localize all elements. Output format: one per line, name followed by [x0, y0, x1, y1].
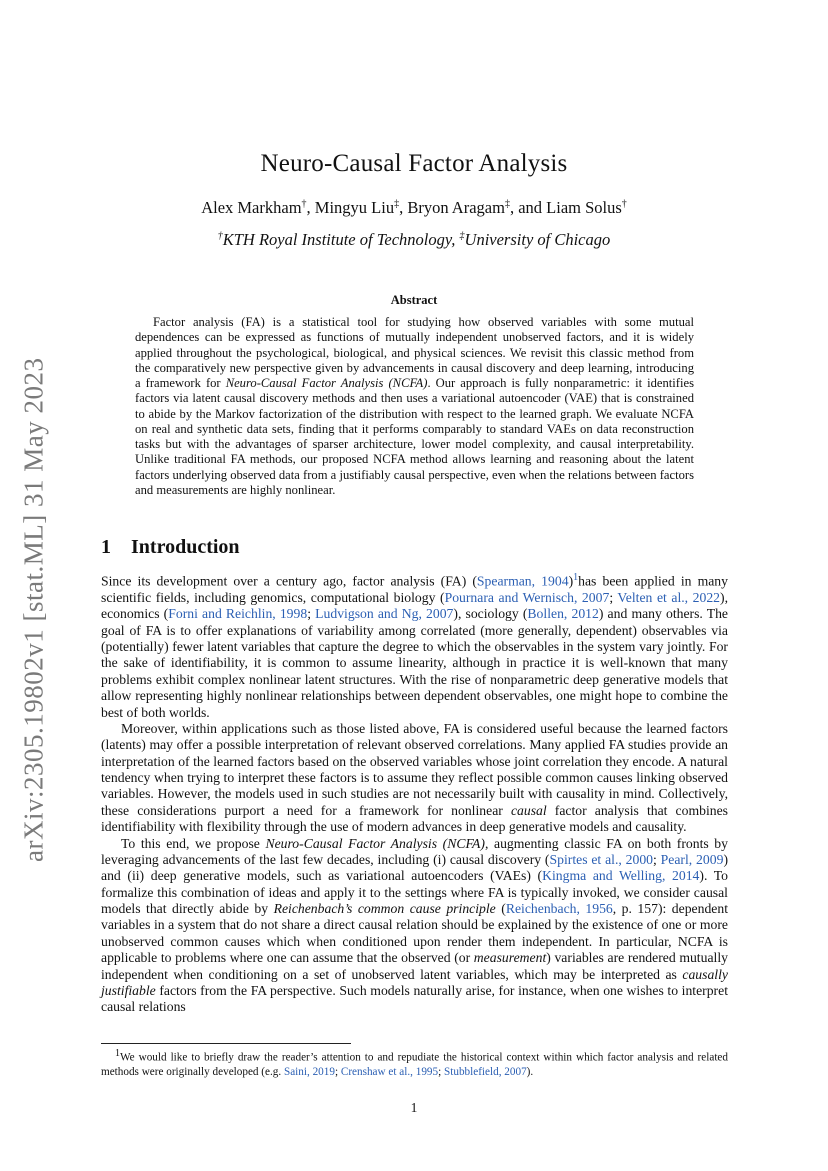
paragraph	[101, 570, 728, 721]
abstract-emphasis: Neuro-Causal Factor Analysis (NCFA)	[225, 376, 428, 390]
body-text: has been applied in many scientific fields, including genomics, computational biology (	[101, 573, 728, 605]
author-affiliation-mark: †	[301, 198, 307, 210]
author-affiliation-mark: †	[621, 198, 627, 210]
body-text: Since its development over a century ago, factor analysis (FA) (	[101, 573, 477, 589]
emphasis-text: measurement	[473, 950, 547, 966]
citation-link[interactable]: Bollen, 2012	[527, 606, 599, 622]
affiliations	[0, 230, 828, 250]
author-name: Mingyu Liu	[314, 198, 395, 217]
citation-link[interactable]: Saini, 2019	[283, 1065, 335, 1078]
citation-link[interactable]: Forni and Reichlin, 1998	[168, 606, 308, 622]
body-text: ).	[526, 1065, 534, 1078]
body-text: ;	[653, 851, 661, 867]
section-heading	[101, 536, 240, 559]
footnote-divider	[101, 1043, 351, 1044]
citation-link[interactable]: Pournara and Wernisch, 2007	[444, 589, 610, 605]
abstract-text-part: Factor analysis (FA) is a statistical tool for studying how observed variables with some mutual dependences can be expressed as functions of mutually independent unobserved factors, and it is widely applied throughout the psychological, biological, and physical sciences. We revisit this classic method from the comparatively new perspective given by advancements in causal discovery and deep learning, introducing a framework for	[135, 315, 694, 390]
author-affiliation-mark: ‡	[394, 198, 400, 210]
abstract-text	[135, 315, 694, 498]
paper-title: Neuro-Causal Factor Analysis	[260, 150, 568, 177]
affiliation-name: KTH Royal Institute of Technology	[222, 230, 452, 249]
citation-link[interactable]: Stubblefield, 2007	[444, 1065, 527, 1078]
body-text: ) and many others. The goal of FA is to offer explanations of variability among correlated (more generally, dependent) observables via (potentially) fewer latent variables that capture the degree to which the observables in the system vary jointly. For the sake of identifiability, it is common to assume linearity, although in practice it is well-known that many problems exhibit complex nonlinear latent structures. With the rise of nonparametric deep generative models that allow representing highly nonlinear relationships between dependent observables, one might hope to combine the best of both worlds.	[101, 606, 729, 720]
body-text: ), economics (	[101, 589, 728, 622]
body-text: ). To formalize this combination of ideas and apply it to the settings where FA is typically invoked, we consider causal models that directly abide by	[101, 868, 728, 917]
abstract-heading: Abstract	[390, 293, 438, 307]
section-title: Introduction	[131, 536, 240, 558]
citation-link[interactable]: Spirtes et al., 2000	[549, 851, 654, 867]
author-affiliation-mark: ‡	[504, 198, 510, 210]
body-text: (	[495, 901, 506, 917]
affiliation-separator: ,	[451, 230, 460, 249]
author-name: Bryon Aragam	[407, 198, 505, 217]
body-text: )	[568, 573, 574, 589]
body-text: To this end, we propose	[121, 835, 266, 851]
body-text: , augmenting classic FA on both fronts by leveraging advancements of the last few decades, including (i) causal discovery (	[101, 835, 728, 867]
emphasis-text: Reichenbach’s common cause principle	[273, 901, 496, 917]
body-text: , p. 157): dependent variables in a system that do not share a direct causal relation should be explained by the existence of one or more unobserved common causes which when conditioned upon render them independent. In particular, NCFA is applicable to problems where one can assume that the observed (or	[101, 901, 729, 966]
abstract-text-part: . Our approach is fully nonparametric: it identifies factors via latent causal discovery methods and then uses a variational autoencoder (VAE) that is constrained to abide by the Markov factorization of the distribution with respect to the learned graph. We evaluate NCFA on real and synthetic data sets, finding that it performs comparably to standard VAEs on data reconstruction tasks but with the advantages of sparser architecture, lower model complexity, and causal interpretability. Unlike traditional FA methods, our proposed NCFA method allows learning and reasoning about the latent factors underlying observed data from a justifiably causal perspective, even when the relations between factors and measurements are highly nonlinear.	[135, 376, 694, 497]
body-text: ) variables are rendered mutually independent when conditioning on a set of unobserved latent variables, which may be interpreted as	[101, 950, 728, 982]
citation-link[interactable]: Velten et al., 2022	[617, 589, 721, 605]
emphasis-text: causally justifiable	[101, 966, 728, 998]
citation-link[interactable]: Spearman, 1904	[476, 573, 569, 589]
citation-link[interactable]: Reichenbach, 1956	[505, 901, 613, 917]
body-text: Moreover, within applications such as those listed above, FA is considered useful because the learned factors (latents) may offer a possible interpretation of relevant observed correlations. Many applied FA studies provide an interpretation of the learned factors based on the observed variables whose joint correlation they encode. A natural tendency when trying to interpret these factors is to assume they reflect possible common causes linking observed variables. However, the models used in such studies are not necessarily built with causality in mind. Collectively, these considerations purport a need for a framework for nonlinear	[101, 720, 728, 818]
body-text: ), sociology (	[453, 606, 528, 622]
author-name: Liam Solus	[546, 198, 622, 217]
arxiv-identifier: arXiv:2305.19802v1 [stat.ML] 31 May 2023	[18, 357, 49, 863]
author-separator: ,	[399, 198, 408, 217]
emphasis-text: causal	[510, 802, 547, 818]
body-text: We would like to briefly draw the reader’s attention to and repudiate the historical context within which factor analysis and related methods were originally developed (e.g.	[101, 1051, 728, 1078]
page-number: 1	[410, 1100, 418, 1115]
footnote-mark: 1	[115, 1048, 120, 1059]
footnote	[101, 1047, 728, 1079]
affiliation-name: University of Chicago	[464, 230, 611, 249]
citation-link[interactable]: Crenshaw et al., 1995	[340, 1065, 439, 1078]
body-text: ;	[438, 1065, 445, 1078]
body-text: factor analysis that combines identifiability with flexibility through the use of modern advances in deep generative models and causality.	[101, 802, 729, 835]
author-separator: ,	[306, 198, 315, 217]
body-text: factors from the FA perspective. Such models naturally arise, for instance, when one wishes to interpret causal relations	[101, 982, 728, 1015]
footnote-ref[interactable]: 1	[573, 572, 579, 583]
affiliation-mark: †	[217, 230, 223, 242]
emphasis-text: Neuro-Causal Factor Analysis (NCFA)	[265, 835, 485, 851]
citation-link[interactable]: Ludvigson and Ng, 2007	[315, 606, 454, 622]
affiliation-mark: ‡	[459, 230, 465, 242]
paragraph	[101, 721, 728, 836]
author-separator: , and	[509, 198, 547, 217]
author-name: Alex Markham	[201, 198, 302, 217]
author-list	[0, 198, 828, 218]
body-text: ;	[609, 589, 618, 605]
body-text: ) and (ii) deep generative models, such as variational autoencoders (VAEs) (	[101, 851, 728, 884]
body-text: ;	[334, 1065, 341, 1078]
body-text: ;	[307, 606, 316, 622]
citation-link[interactable]: Pearl, 2009	[660, 851, 724, 867]
section-number: 1	[101, 536, 111, 558]
introduction-body	[101, 570, 728, 1016]
citation-link[interactable]: Kingma and Welling, 2014	[542, 868, 700, 884]
paragraph	[101, 836, 728, 1016]
